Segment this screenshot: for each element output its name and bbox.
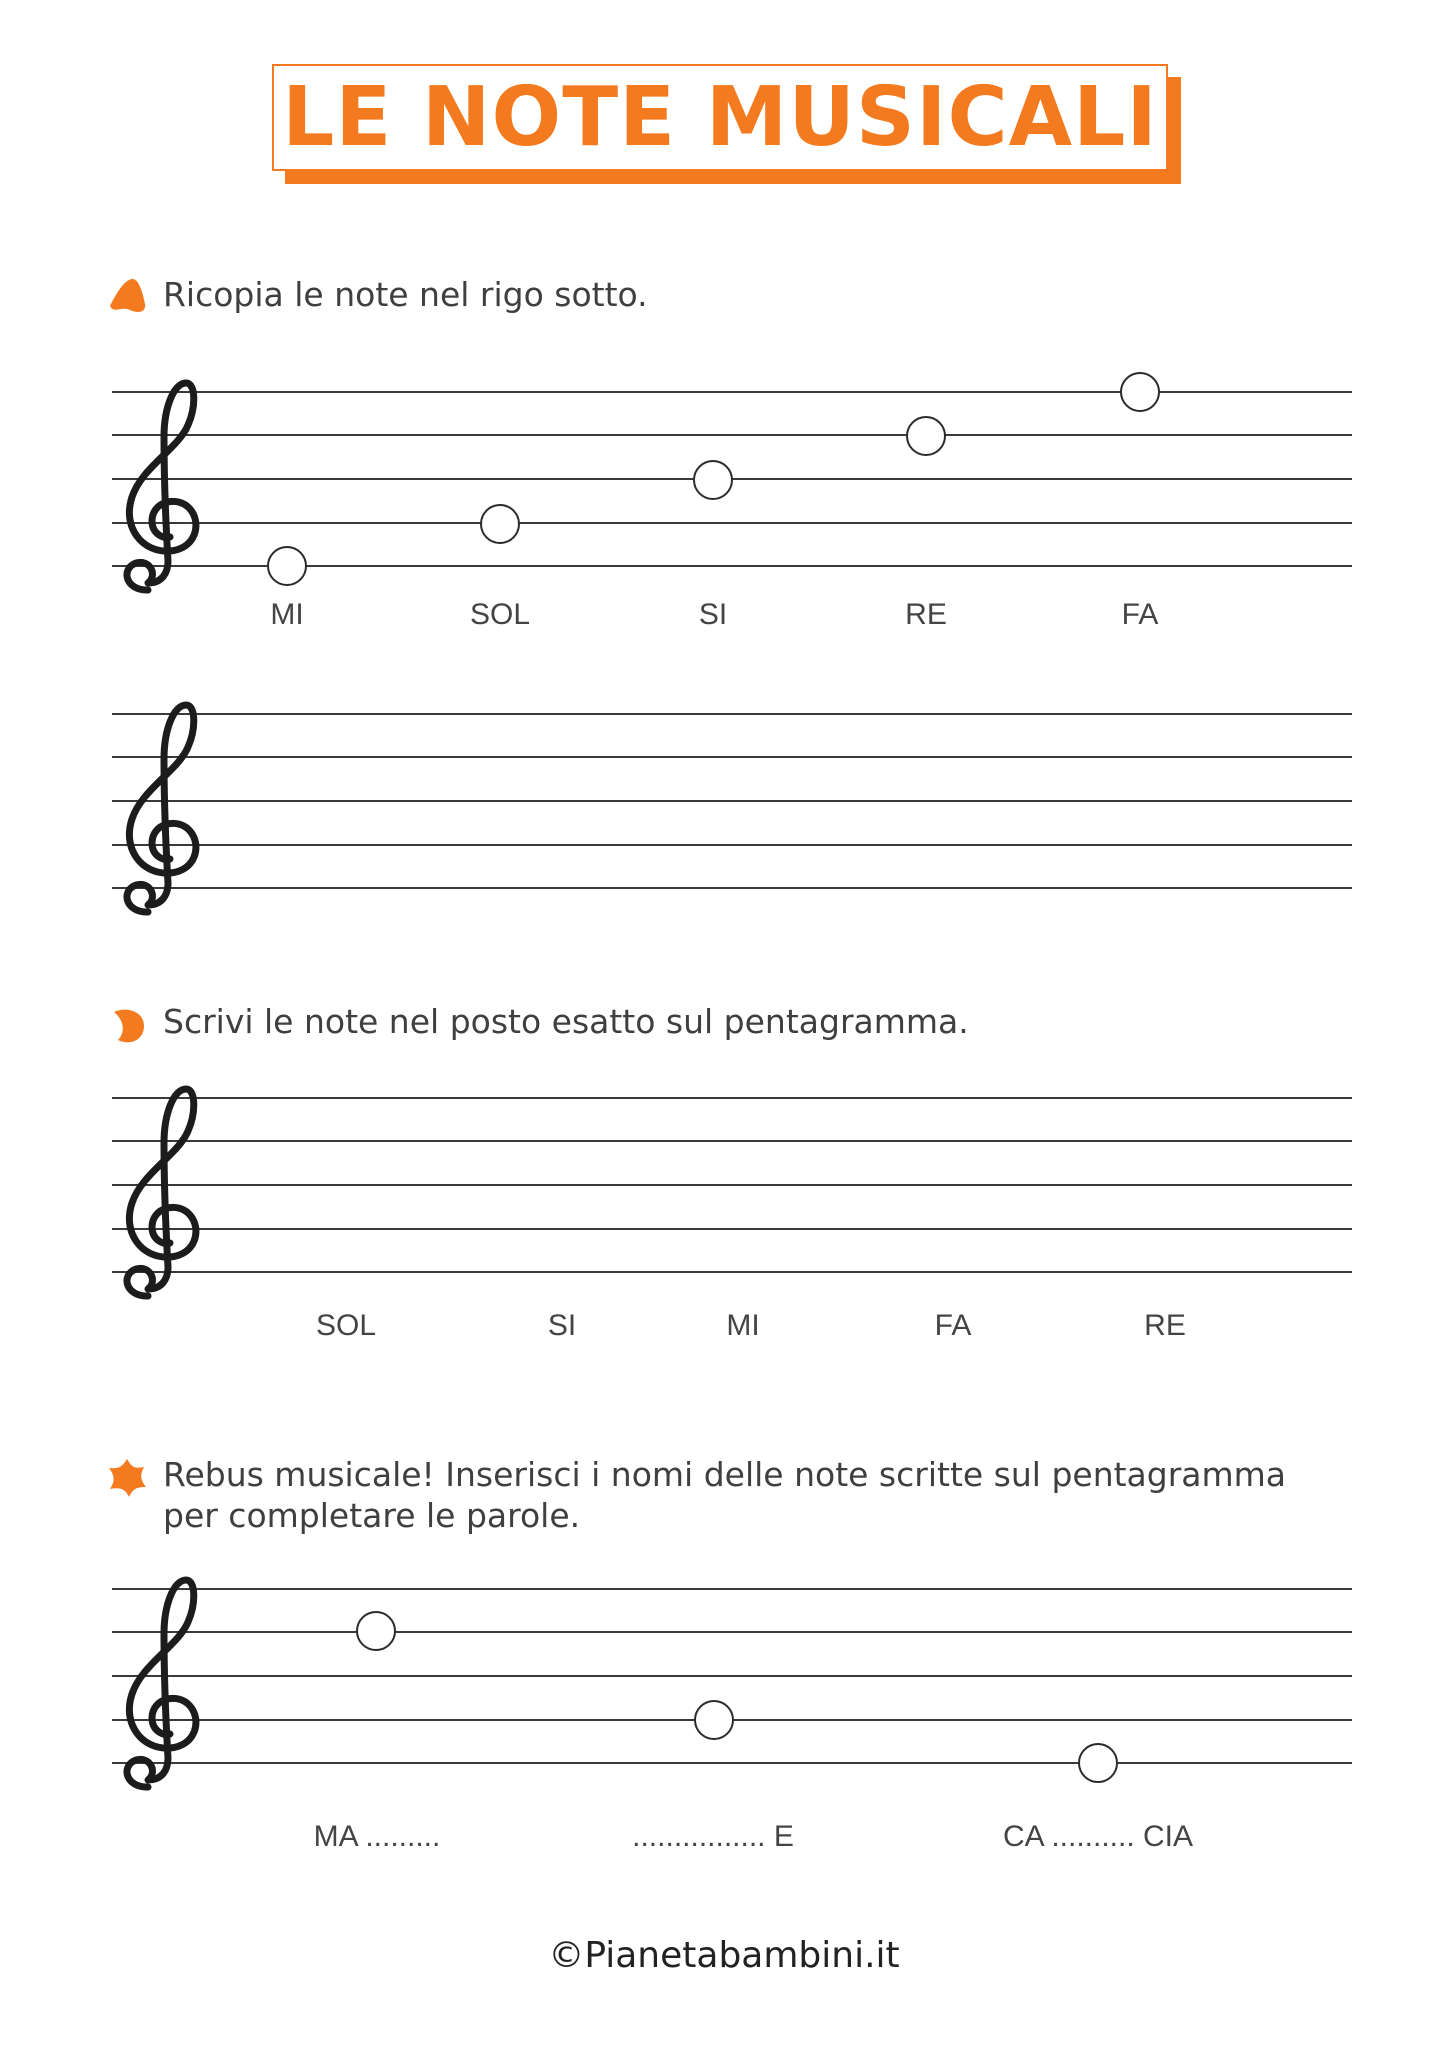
staff-line <box>112 1631 1352 1633</box>
exercise3-instruction-line1: Rebus musicale! Inserisci i nomi delle note scritte sul pentagramma <box>163 1455 1287 1494</box>
note-label: RE <box>905 598 947 631</box>
staff-line <box>112 434 1352 436</box>
staff-4 <box>112 1588 1352 1764</box>
note-label: SI <box>698 598 728 631</box>
note-label: SOL <box>469 598 531 631</box>
staff-line <box>112 1228 1352 1230</box>
staff-line <box>112 522 1352 524</box>
treble-clef-icon <box>112 699 222 929</box>
treble-clef-icon <box>112 1083 222 1313</box>
staff-1 <box>112 391 1352 567</box>
rebus-note <box>356 1611 396 1651</box>
note-si <box>693 460 733 500</box>
staff-line <box>112 1271 1352 1273</box>
note-label: MI <box>270 598 304 631</box>
note-fa <box>1120 372 1160 412</box>
staff-line <box>112 1184 1352 1186</box>
staff-line <box>112 756 1352 758</box>
triangle-bullet-icon <box>106 276 148 316</box>
footer-credit: ©Pianetabambini.it <box>548 1935 900 1976</box>
exercise1-instruction: Ricopia le note nel rigo sotto. <box>163 275 648 314</box>
staff-line <box>112 1675 1352 1677</box>
rebus-note <box>694 1700 734 1740</box>
staff-line <box>112 844 1352 846</box>
exercise2-instruction: Scrivi le note nel posto esatto sul pentagramma. <box>163 1002 969 1041</box>
note-label: FA <box>934 1309 972 1342</box>
rebus-note <box>1078 1743 1118 1783</box>
rebus-word: CA .......... CIA <box>1002 1820 1194 1853</box>
staff-line <box>112 713 1352 715</box>
blob-bullet-icon <box>108 1006 148 1046</box>
note-label: SOL <box>315 1309 377 1342</box>
note-re <box>906 416 946 456</box>
note-label: RE <box>1144 1309 1186 1342</box>
treble-clef-icon <box>112 1574 222 1804</box>
note-label: MI <box>726 1309 760 1342</box>
staff-line <box>112 800 1352 802</box>
rebus-word: ................ E <box>632 1820 794 1853</box>
note-label: FA <box>1121 598 1159 631</box>
staff-line <box>112 1588 1352 1590</box>
staff-line <box>112 1140 1352 1142</box>
note-sol <box>480 504 520 544</box>
rebus-word: MA ......... <box>313 1820 441 1853</box>
page-title: LE NOTE MUSICALI <box>282 69 1158 165</box>
staff-line <box>112 391 1352 393</box>
note-mi <box>267 546 307 586</box>
staff-line <box>112 887 1352 889</box>
star-bullet-icon <box>106 1457 148 1499</box>
exercise3-instruction-line2: per completare le parole. <box>163 1496 581 1535</box>
title-box <box>272 64 1168 171</box>
staff-line <box>112 1097 1352 1099</box>
staff-3 <box>112 1097 1352 1273</box>
title-banner <box>272 64 1168 171</box>
staff-line <box>112 1762 1352 1764</box>
staff-2-copy <box>112 713 1352 889</box>
treble-clef-icon <box>112 377 222 607</box>
note-label: SI <box>547 1309 577 1342</box>
